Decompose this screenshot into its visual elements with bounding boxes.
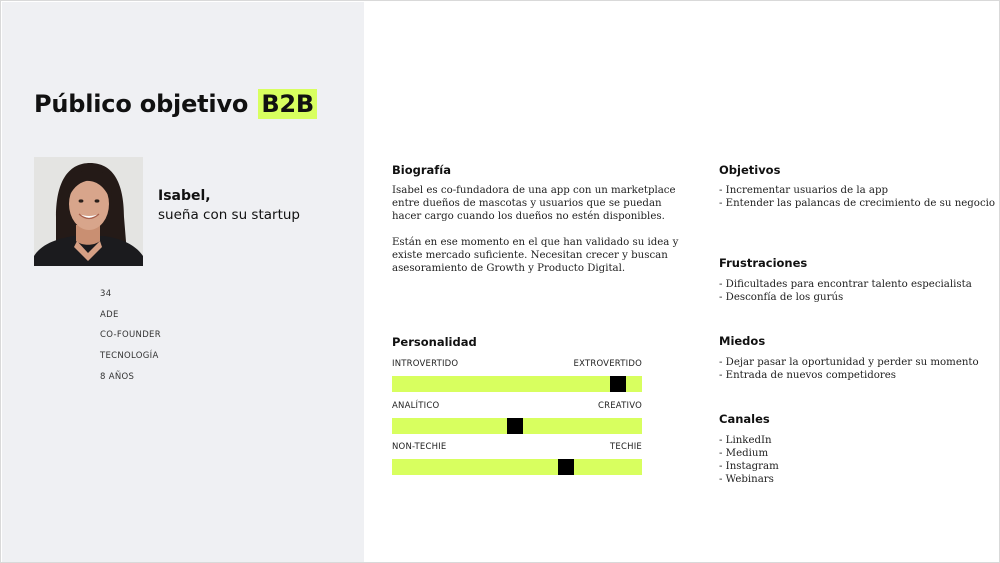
trait-slider-analytic-creative — [392, 401, 642, 434]
trait-track — [392, 376, 642, 392]
fears-list — [719, 356, 979, 382]
list-item: - Entrada de nuevos competidores — [719, 370, 897, 381]
list-item: - Incrementar usuarios de la app — [719, 185, 889, 196]
trait-left-label: ANALÍTICO — [392, 401, 440, 411]
trait-level-marker — [610, 376, 626, 392]
list-item: - Entender las palancas de crecimiento de su negocio — [719, 198, 996, 209]
trait-level-marker — [558, 459, 574, 475]
goals-heading: Objetivos — [719, 163, 781, 177]
list-item: - Medium — [719, 448, 769, 459]
persona-tagline: sueña con su startup — [158, 207, 300, 223]
persona-name: Isabel, — [158, 188, 211, 204]
list-item: - Instagram — [719, 461, 779, 472]
trait-slider-introvert-extrovert — [392, 359, 642, 392]
title-highlight-badge: B2B — [258, 89, 317, 119]
trait-right-label: TECHIE — [610, 442, 642, 452]
trait-track — [392, 418, 642, 434]
fact-value: CO-FOUNDER — [100, 330, 161, 340]
trait-level-marker — [507, 418, 523, 434]
page-title — [34, 89, 317, 119]
list-item: - Dejar pasar la oportunidad y perder su momento — [719, 357, 979, 368]
trait-left-label: INTROVERTIDO — [392, 359, 459, 369]
fact-value: ADE — [100, 310, 119, 320]
trait-slider-nontechie-techie — [392, 442, 642, 475]
trait-right-label: CREATIVO — [597, 401, 642, 411]
personality-heading: Personalidad — [392, 335, 477, 349]
goals-list — [719, 184, 995, 210]
woman-portrait-icon — [34, 157, 143, 266]
channels-list — [719, 434, 779, 486]
list-item: - LinkedIn — [719, 435, 772, 446]
trait-left-label: NON-TECHIE — [392, 442, 447, 452]
persona-photo — [34, 157, 143, 266]
list-item: - Dificultades para encontrar talento especialista — [719, 279, 972, 290]
trait-right-label: EXTROVERTIDO — [573, 359, 642, 369]
list-item: - Webinars — [719, 474, 774, 485]
biography-paragraph: Están en ese momento en el que han validado su idea y existe mercado suficiente. Necesitan crecer y buscan asesoramiento de Growth y Producto Digital. — [392, 237, 679, 274]
list-item: - Desconfía de los gurús — [719, 292, 844, 303]
left-panel — [2, 2, 364, 563]
channels-heading: Canales — [719, 412, 770, 426]
frustrations-list — [719, 278, 972, 304]
fears-heading: Miedos — [719, 334, 766, 348]
fact-value: TECNOLOGÍA — [100, 351, 159, 361]
page-title-text: Público objetivo — [34, 90, 249, 118]
fact-value: 8 AÑOS — [100, 372, 135, 382]
trait-track — [392, 459, 642, 475]
fact-value: 34 — [100, 289, 112, 299]
biography-text — [392, 184, 682, 275]
frustrations-heading: Frustraciones — [719, 256, 808, 270]
biography-heading: Biografía — [392, 163, 451, 177]
biography-paragraph: Isabel es co-fundadora de una app con un marketplace entre dueños de mascotas y usuarios que se puedan hacer cargo cuando los dueños no estén disponibles. — [392, 185, 676, 222]
